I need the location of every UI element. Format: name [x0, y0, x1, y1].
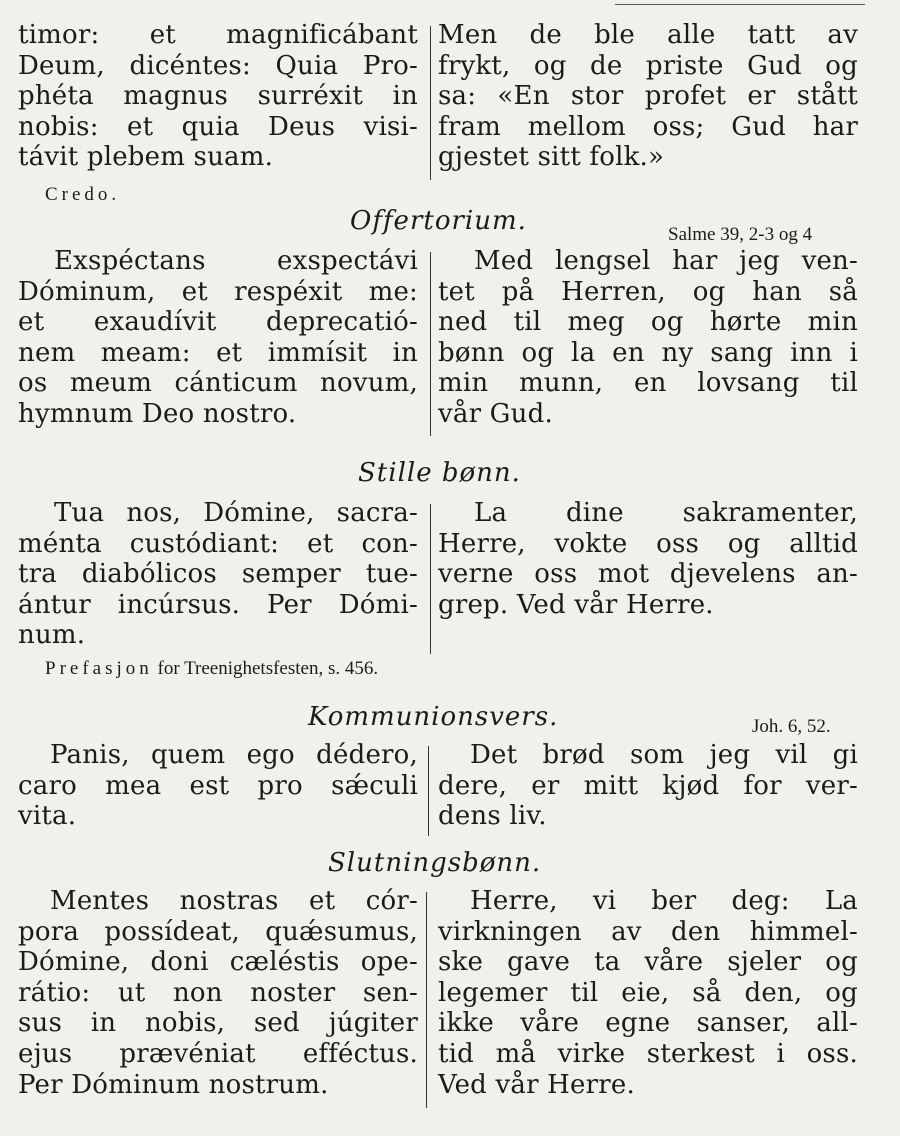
norwegian-line: Med lengsel har jeg ven-: [474, 246, 858, 276]
norwegian-column: [438, 20, 858, 173]
column-divider: [430, 26, 431, 180]
norwegian-line: dens liv.: [438, 801, 547, 832]
latin-line: num.: [18, 620, 86, 651]
stille-block: [18, 498, 868, 651]
latin-line: nem meam: et immísit in: [18, 337, 418, 368]
kommunion-heading: Kommunionsvers.: [308, 702, 559, 732]
latin-column: [18, 740, 418, 832]
latin-line: pora possídeat, quǽsumus,: [18, 916, 418, 947]
latin-line: tra diabólicos semper tue-: [18, 559, 418, 590]
offertorium-reference: Salme 39, 2-3 og 4: [668, 224, 813, 245]
norwegian-line: Herre, vokte oss og alltid: [438, 528, 858, 559]
norwegian-line: bønn og la en ny sang inn i: [438, 337, 858, 368]
norwegian-line: Det brød som jeg vil gi: [470, 740, 858, 770]
norwegian-line: ned til meg og hørte min: [438, 307, 858, 338]
latin-column: [18, 498, 418, 651]
latin-line: vita.: [18, 801, 77, 832]
latin-column: [18, 886, 418, 1100]
latin-line: ántur incúrsus. Per Dómi-: [18, 589, 418, 620]
latin-line: Exspéctans exspectávi: [54, 246, 418, 276]
column-divider: [426, 892, 427, 1108]
column-divider: [430, 252, 431, 436]
latin-line: timor: et magnificábant: [18, 20, 418, 50]
prefasjon-note: [45, 658, 378, 680]
slutning-block: [18, 886, 868, 1100]
norwegian-line: tid må virke sterkest i oss.: [438, 1038, 858, 1069]
latin-line: Panis, quem ego dédero,: [50, 740, 418, 770]
norwegian-line: verne oss mot djevelens an-: [438, 559, 858, 590]
column-divider: [430, 504, 431, 654]
latin-line: Tua nos, Dómine, sacra-: [54, 498, 418, 528]
stille-heading: Stille bønn.: [358, 458, 521, 488]
latin-line: ménta custódiant: et con-: [18, 528, 418, 559]
norwegian-line: dere, er mitt kjød for ver-: [438, 770, 858, 801]
norwegian-line: gjestet sitt folk.»: [438, 142, 665, 173]
norwegian-line: fram mellom oss; Gud har: [438, 111, 858, 142]
norwegian-line: min munn, en lovsang til: [438, 368, 858, 399]
norwegian-line: vår Gud.: [438, 398, 553, 429]
latin-line: ejus prævéniat efféctus.: [18, 1038, 418, 1069]
top-block: [18, 20, 868, 173]
kommunion-block: [18, 740, 868, 832]
norwegian-line: Ved vår Herre.: [438, 1069, 635, 1100]
latin-line: caro mea est pro sǽculi: [18, 770, 418, 801]
column-divider: [428, 746, 429, 836]
norwegian-line: legemer til eie, så den, og: [438, 977, 858, 1008]
norwegian-line: La dine sakramenter,: [474, 498, 858, 528]
norwegian-column: [438, 498, 858, 651]
latin-column: [18, 20, 418, 173]
norwegian-line: ikke våre egne sanser, all-: [438, 1008, 858, 1039]
latin-line: Mentes nostras et cór-: [50, 886, 418, 916]
norwegian-line: tet på Herren, og han så: [438, 276, 858, 307]
norwegian-line: grep. Ved vår Herre.: [438, 589, 714, 620]
norwegian-column: [438, 740, 858, 832]
latin-line: sus in nobis, sed júgiter: [18, 1008, 418, 1039]
latin-line: os meum cánticum novum,: [18, 368, 418, 399]
norwegian-line: sa: «En stor profet er stått: [438, 81, 858, 112]
norwegian-line: Men de ble alle tatt av: [438, 20, 858, 50]
norwegian-line: virkningen av den himmel-: [438, 916, 858, 947]
prefasjon-text: for Treenighetsfesten, s. 456.: [157, 658, 379, 679]
latin-line: Dómine, doni cæléstis ope-: [18, 947, 418, 978]
kommunion-reference: Joh. 6, 52.: [752, 716, 831, 737]
norwegian-column: [438, 886, 858, 1100]
latin-line: et exaudívit deprecatió-: [18, 307, 418, 338]
offertorium-heading: Offertorium.: [350, 206, 527, 236]
latin-line: Dóminum, et respéxit me:: [18, 276, 418, 307]
norwegian-column: [438, 246, 858, 430]
norwegian-line: frykt, og de priste Gud og: [438, 50, 858, 81]
latin-line: nobis: et quia Deus visi-: [18, 111, 418, 142]
prefasjon-label: Prefasjon: [45, 658, 153, 679]
latin-column: [18, 246, 418, 430]
top-rule: [615, 4, 865, 5]
norwegian-line: ske gave ta våre sjeler og: [438, 947, 858, 978]
latin-line: hymnum Deo nostro.: [18, 398, 297, 429]
slutning-heading: Slutningsbønn.: [328, 848, 542, 878]
latin-line: távit plebem suam.: [18, 142, 274, 173]
latin-line: Deum, dicéntes: Quia Pro-: [18, 50, 418, 81]
credo-note: Credo.: [45, 184, 121, 205]
offertorium-block: [18, 246, 868, 430]
latin-line: phéta magnus surréxit in: [18, 81, 418, 112]
latin-line: Per Dóminum nostrum.: [18, 1069, 329, 1100]
norwegian-line: Herre, vi ber deg: La: [470, 886, 858, 916]
latin-line: rátio: ut non noster sen-: [18, 977, 418, 1008]
